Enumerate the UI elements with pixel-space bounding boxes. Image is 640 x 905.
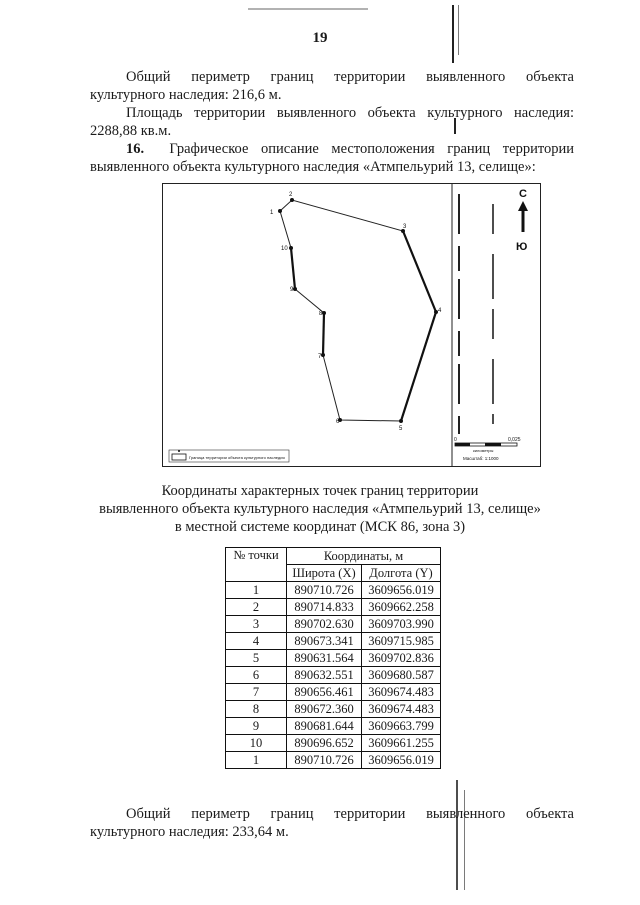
point-marker [289, 246, 293, 250]
cell-lon: 3609702.836 [362, 650, 441, 667]
section-line1: 16. Графическое описание местоположения границ территории [126, 141, 575, 157]
cell-lat: 890631.564 [287, 650, 362, 667]
table-caption-line2: выявленного объекта культурного наследия «Атмпельурий 13, селище» [99, 501, 541, 517]
table-row [226, 582, 441, 599]
section-number: 16. [126, 141, 145, 157]
header-lat: Широта (X) [287, 565, 362, 582]
table-row [226, 616, 441, 633]
table-row [226, 718, 441, 735]
cell-point: 1 [226, 752, 287, 769]
cell-lat: 890714.833 [287, 599, 362, 616]
boundary-edge-bold [323, 313, 324, 355]
page-number: 19 [312, 30, 328, 46]
closing-line1: Общий периметр границ территории выявленного объекта [126, 806, 574, 822]
cell-point: 1 [226, 582, 287, 599]
cell-point: 3 [226, 616, 287, 633]
cell-lon: 3609663.799 [362, 718, 441, 735]
cell-point: 5 [226, 650, 287, 667]
table-row [226, 735, 441, 752]
boundary-edge-bold [401, 312, 436, 421]
point-label: 10 [281, 246, 288, 252]
point-label: 2 [289, 192, 293, 198]
cell-lon: 3609661.255 [362, 735, 441, 752]
scale-ratio: Масштаб: 1:1000 [463, 456, 499, 461]
cell-lat: 890672.360 [287, 701, 362, 718]
header-coords: Координаты, м [287, 548, 441, 565]
table-row [226, 650, 441, 667]
scan-artifact-top [248, 8, 368, 10]
cell-lon: 3609680.587 [362, 667, 441, 684]
header-lon: Долгота (Y) [362, 565, 441, 582]
table-row [226, 684, 441, 701]
cell-lon: 3609715.985 [362, 633, 441, 650]
legend-dot [178, 450, 180, 452]
area-line1: Площадь территории выявленного объекта культурного наследия: [126, 105, 574, 121]
point-label: 6 [336, 419, 340, 425]
point-marker [322, 311, 326, 315]
area-line2: 2288,88 кв.м. [90, 123, 172, 139]
point-marker [278, 209, 282, 213]
perimeter-prev-line2: культурного наследия: 216,6 м. [90, 87, 282, 103]
cell-lat: 890632.551 [287, 667, 362, 684]
cell-lat: 890710.726 [287, 752, 362, 769]
point-marker [321, 353, 325, 357]
boundary-edge-bold [291, 248, 295, 289]
coordinates-table [225, 547, 441, 769]
closing-line2: культурного наследия: 233,64 м. [90, 824, 289, 840]
table-row [226, 701, 441, 718]
map-canvas [163, 184, 540, 466]
cell-point: 10 [226, 735, 287, 752]
cell-lat: 890710.726 [287, 582, 362, 599]
cell-point: 9 [226, 718, 287, 735]
table-caption-line1: Координаты характерных точек границ территории [161, 483, 479, 499]
scale-bar-segment [485, 443, 501, 446]
cell-lon: 3609703.990 [362, 616, 441, 633]
header-point: № точки [226, 548, 287, 582]
north-label: С [519, 188, 527, 200]
south-label: Ю [516, 241, 528, 253]
scale-unit: километры [473, 448, 494, 453]
cell-lon: 3609662.258 [362, 599, 441, 616]
point-label: 4 [438, 308, 442, 314]
table-row [226, 633, 441, 650]
table-row [226, 752, 441, 769]
table-row [226, 599, 441, 616]
cell-point: 2 [226, 599, 287, 616]
cell-lat: 890702.630 [287, 616, 362, 633]
perimeter-prev-line1: Общий периметр границ территории выявленного объекта [126, 69, 574, 85]
scale-end-label: 0,025 [508, 437, 521, 443]
point-marker [293, 287, 297, 291]
cell-lat: 890656.461 [287, 684, 362, 701]
point-label: 3 [403, 224, 407, 230]
legend-text: Граница территории объекта культурного наследия [189, 455, 285, 460]
cell-point: 7 [226, 684, 287, 701]
boundary-map [162, 183, 541, 467]
scale-bar-segment [455, 443, 470, 446]
cell-lon: 3609674.483 [362, 684, 441, 701]
point-label: 5 [399, 426, 403, 432]
cell-lon: 3609674.483 [362, 701, 441, 718]
coordinates-table-body [226, 582, 441, 769]
section-line2: выявленного объекта культурного наследия «Атмпельурий 13, селище»: [90, 159, 536, 175]
cell-point: 6 [226, 667, 287, 684]
point-marker [290, 198, 294, 202]
cell-lat: 890673.341 [287, 633, 362, 650]
boundary-edge-bold [403, 231, 436, 312]
table-caption-line3: в местной системе координат (МСК 86, зона 3) [174, 519, 466, 535]
legend-swatch [172, 454, 186, 460]
point-marker [399, 419, 403, 423]
point-label: 1 [270, 210, 274, 216]
cell-lon: 3609656.019 [362, 752, 441, 769]
cell-lon: 3609656.019 [362, 582, 441, 599]
point-label: 9 [290, 287, 294, 293]
point-label: 7 [318, 354, 322, 360]
cell-point: 4 [226, 633, 287, 650]
table-row [226, 667, 441, 684]
point-label: 8 [319, 311, 323, 317]
scale-start-label: 0 [454, 437, 457, 443]
cell-lat: 890681.644 [287, 718, 362, 735]
cell-point: 8 [226, 701, 287, 718]
cell-lat: 890696.652 [287, 735, 362, 752]
